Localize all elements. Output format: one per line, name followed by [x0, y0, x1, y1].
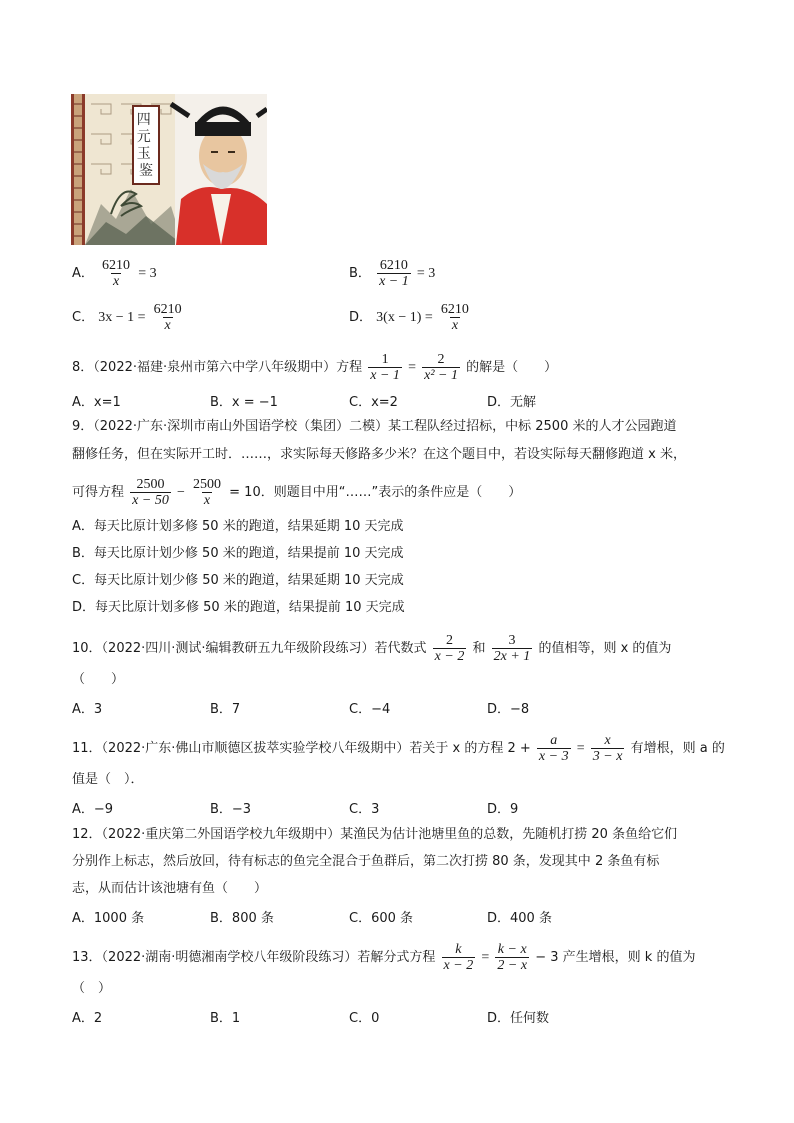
option-letter: D． [349, 310, 373, 325]
frac-num: 2500 [136, 477, 165, 492]
frac-den: x [112, 274, 120, 289]
q10-stem [72, 633, 671, 664]
q13-answer-blank: （ ） [72, 981, 112, 996]
q9-line-2: 翻修任务，但在实际开工时．……，求实际每天修路多少米？在这个题目中，若设实际每天翻修跑道 x 米， [72, 447, 686, 462]
q9-line-3 [72, 477, 521, 508]
q11-stem [72, 733, 725, 764]
question-text: 13．（2022·湖南·明德湘南学校八年级阶段练习）若解分式方程 [72, 950, 436, 965]
q11-option-c[interactable]: C．3 [349, 802, 380, 817]
q8-option-a[interactable]: A．x=1 [72, 395, 121, 410]
q10-option-c[interactable]: C．−4 [349, 702, 391, 717]
frac-den: 2 − x [497, 958, 528, 973]
q13-option-c[interactable]: C．0 [349, 1011, 380, 1026]
q13-stem [72, 942, 695, 973]
frac-num: x [604, 733, 611, 748]
q10-option-a[interactable]: A．3 [72, 702, 103, 717]
frac-den: x − 1 [379, 274, 409, 289]
equals-sign: = [408, 360, 416, 375]
frac-num: 1 [381, 352, 389, 367]
conjunction-text: 和 [472, 641, 486, 656]
frac-den: x [451, 318, 459, 333]
frac-den: 3 − x [592, 749, 623, 764]
q12-line-2: 分别作上标志，然后放回，待有标志的鱼完全混合于鱼群后，第二次打捞 80 条，发现其中 2 条鱼有标 [72, 854, 660, 869]
equals-sign: = [481, 950, 490, 965]
q7-option-b[interactable] [349, 258, 435, 289]
option-letter: B． [349, 266, 371, 281]
q7-option-d[interactable] [349, 302, 473, 333]
q13-option-d[interactable]: D．任何数 [487, 1011, 550, 1026]
frac-num: k [455, 942, 462, 957]
q9-option-a[interactable]: A．每天比原计划多修 50 米的跑道，结果延期 10 天完成 [72, 519, 404, 534]
frac-num: 2 [446, 633, 453, 648]
q9-line-1: 9．（2022·广东·深圳市南山外国语学校（集团）二模）某工程队经过招标，中标 2500 米的人才公园跑道 [72, 419, 677, 434]
question-text: = 10．则题目中用“……”表示的条件应是（ ） [229, 485, 522, 500]
question-text: 11．（2022·广东·佛山市顺德区拔萃实验学校八年级期中）若关于 x 的方程 2 + [72, 741, 531, 756]
q12-option-b[interactable]: B．800 条 [210, 911, 274, 926]
question-text: 可得方程 [72, 485, 125, 500]
frac-num: 2 [437, 352, 445, 367]
frac-den: x − 50 [132, 493, 169, 508]
frac-den: x [203, 493, 211, 508]
frac-num: 6210 [102, 258, 131, 273]
equation-lhs: 3x − 1 = [98, 310, 146, 325]
frac-num: 6210 [379, 258, 408, 273]
equation-rhs: = 3 [416, 266, 436, 281]
frac-den: 2x + 1 [493, 649, 531, 664]
q13-option-a[interactable]: A．2 [72, 1011, 103, 1026]
q11-option-a[interactable]: A．−9 [72, 802, 114, 817]
frac-den: x [164, 318, 171, 333]
q8-stem [72, 352, 557, 383]
q8-option-b[interactable]: B．x = −1 [210, 395, 278, 410]
question-text: 10．（2022·四川·测试·编辑教研五九年级阶段练习）若代数式 [72, 641, 427, 656]
q12-option-c[interactable]: C．600 条 [349, 911, 414, 926]
q9-option-c[interactable]: C．每天比原计划少修 50 米的跑道，结果延期 10 天完成 [72, 573, 404, 588]
frac-den: x − 2 [434, 649, 465, 664]
q9-option-b[interactable]: B．每天比原计划少修 50 米的跑道，结果提前 10 天完成 [72, 546, 404, 561]
frac-den: x² − 1 [424, 368, 458, 383]
equation-lhs: 3(x − 1) = [376, 310, 433, 325]
q11-option-d[interactable]: D．9 [487, 802, 519, 817]
minus-sign: − [176, 485, 185, 500]
question-text: 的值相等，则 x 的值为 [538, 641, 672, 656]
q7-option-c[interactable] [72, 302, 186, 333]
question-text: − 3 产生增根，则 k 的值为 [535, 950, 696, 965]
portrait-illustration [71, 94, 267, 245]
q7-option-a[interactable] [72, 258, 157, 289]
q11-line-2: 值是（ ）． [72, 772, 144, 787]
frac-num: a [550, 733, 558, 748]
q12-option-d[interactable]: D．400 条 [487, 911, 552, 926]
question-text: 有增根，则 a 的 [630, 741, 725, 756]
equation-rhs: = 3 [138, 266, 157, 281]
frac-den: x − 2 [443, 958, 474, 973]
q11-option-b[interactable]: B．−3 [210, 802, 252, 817]
frac-num: 6210 [440, 302, 469, 317]
portrait-drawing [71, 94, 267, 245]
book-title-text: 四 元 玉 鉴 [136, 112, 153, 179]
option-letter: A． [72, 266, 94, 281]
question-text: 的解是（ ） [466, 360, 558, 375]
q12-option-a[interactable]: A．1000 条 [72, 911, 145, 926]
frac-num: 6210 [153, 302, 182, 317]
frac-den: x − 1 [370, 368, 400, 383]
q12-line-3: 志，从而估计该池塘有鱼（ ） [72, 881, 268, 896]
frac-num: k − x [497, 942, 527, 957]
q8-option-c[interactable]: C．x=2 [349, 395, 398, 410]
q10-answer-blank: （ ） [72, 672, 125, 687]
option-letter: C． [72, 310, 95, 325]
q12-line-1: 12．（2022·重庆第二外国语学校九年级期中）某渔民为估计池塘里鱼的总数，先随机打捞 20 条鱼给它们 [72, 827, 678, 842]
q8-option-d[interactable]: D．无解 [487, 395, 537, 410]
q10-option-d[interactable]: D．−8 [487, 702, 530, 717]
frac-den: x − 3 [538, 749, 569, 764]
question-text: 8．（2022·福建·泉州市第六中学八年级期中）方程 [72, 360, 363, 375]
equals-sign: = [576, 741, 585, 756]
q10-option-b[interactable]: B．7 [210, 702, 241, 717]
q9-option-d[interactable]: D．每天比原计划多修 50 米的跑道，结果提前 10 天完成 [72, 600, 405, 615]
frac-num: 2500 [193, 477, 222, 492]
frac-num: 3 [508, 633, 516, 648]
q13-option-b[interactable]: B．1 [210, 1011, 241, 1026]
